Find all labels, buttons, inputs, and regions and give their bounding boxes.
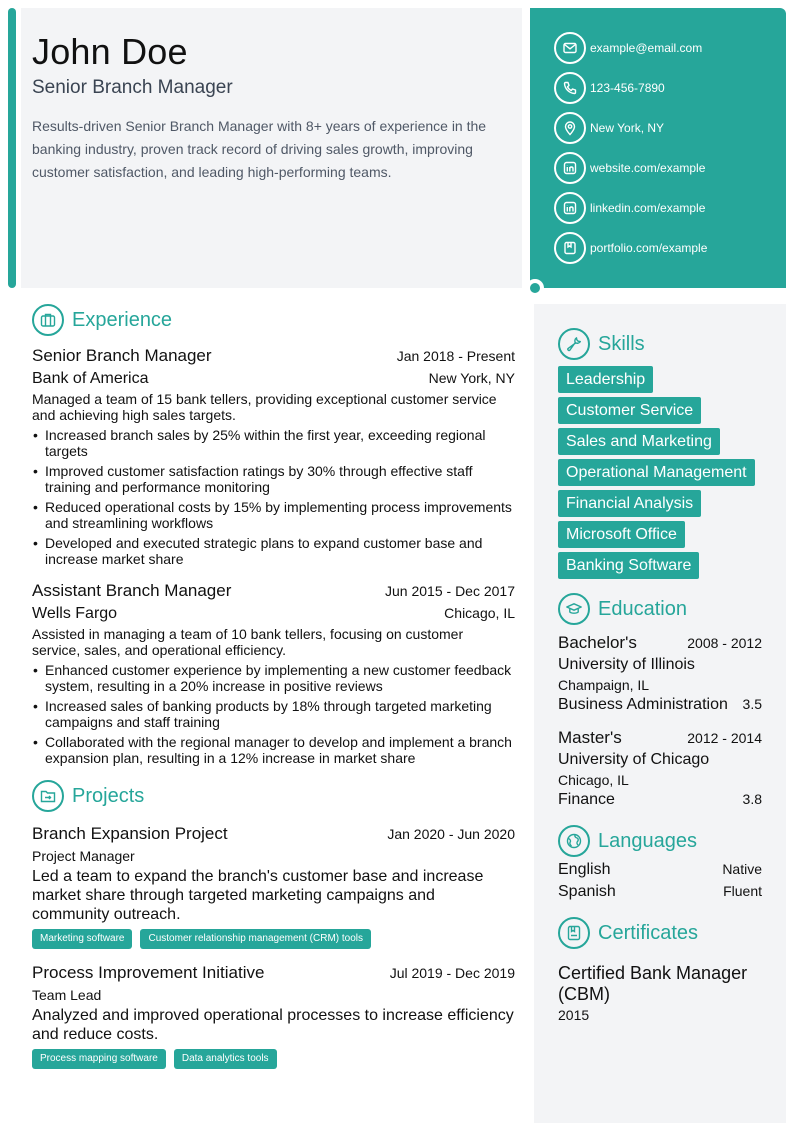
- project-tag: Customer relationship management (CRM) tools: [140, 929, 371, 949]
- contact-panel: [530, 8, 786, 288]
- job-summary: Assisted in managing a team of 10 bank tellers, focusing on customer service, sales, and operational efficiency.: [32, 626, 464, 658]
- education-location: Chicago, IL: [558, 772, 629, 788]
- folder-icon: [32, 780, 64, 812]
- contact-email-text: example@email.com: [590, 41, 703, 55]
- contact-phone[interactable]: [554, 72, 786, 104]
- skill-badge: Leadership: [558, 366, 653, 393]
- project-description: Analyzed and improved operational processes to increase efficiency and reduce costs.: [32, 1007, 514, 1043]
- contact-phone-text: 123-456-7890: [590, 81, 665, 95]
- project-description: Led a team to expand the branch's customer base and increase market share through targeted marketing campaigns and community outreach.: [32, 868, 484, 923]
- projects-heading: [32, 780, 515, 812]
- summary-text: Results-driven Senior Branch Manager with 8+ years of experience in the banking industry, proven track record of driving sales growth, improving customer satisfaction, and leading high-performing teams.: [32, 118, 487, 180]
- linkedin-icon: [554, 192, 586, 224]
- language-row: [558, 861, 762, 879]
- education-field: Finance: [558, 791, 615, 808]
- certificate-name: Certified Bank Manager (CBM): [558, 963, 748, 1004]
- skill-badge: Sales and Marketing: [558, 428, 720, 455]
- project-tags: [32, 1049, 515, 1069]
- job-role: Assistant Branch Manager: [32, 581, 232, 600]
- language-name: English: [558, 861, 611, 878]
- project-name: Process Improvement Initiative: [32, 963, 265, 982]
- contact-location-text: New York, NY: [590, 121, 665, 135]
- experience-title: Experience: [72, 308, 173, 331]
- project-entry: [32, 963, 515, 1069]
- education-heading: [558, 593, 762, 625]
- briefcase-icon: [32, 304, 64, 336]
- job-summary: Managed a team of 15 bank tellers, providing exceptional customer service and achieving high sales targets.: [32, 391, 497, 423]
- candidate-name: John Doe: [32, 31, 188, 72]
- accent-bar: [8, 8, 16, 288]
- education-entry: [558, 633, 762, 714]
- project-tag: Process mapping software: [32, 1049, 166, 1069]
- experience-heading: [32, 304, 515, 336]
- education-title: Education: [598, 597, 687, 620]
- education-institution: University of Chicago: [558, 751, 710, 768]
- education-gpa: 3.8: [742, 791, 762, 807]
- project-role: Team Lead: [32, 987, 102, 1003]
- languages-title: Languages: [598, 829, 697, 852]
- job-date: Jan 2018 - Present: [396, 348, 515, 364]
- skills-list: [558, 366, 762, 579]
- language-level: Fluent: [723, 883, 762, 899]
- education-degree: Master's: [558, 728, 622, 747]
- languages-list: [558, 861, 762, 901]
- skill-badge: Financial Analysis: [558, 490, 701, 517]
- linkedin-icon: [554, 152, 586, 184]
- education-date: 2012 - 2014: [687, 730, 762, 746]
- project-role: Project Manager: [32, 848, 135, 864]
- project-entry: [32, 824, 515, 949]
- education-date: 2008 - 2012: [687, 635, 762, 651]
- contact-portfolio[interactable]: [554, 232, 786, 264]
- education-field: Business Administration: [558, 696, 728, 713]
- education-gpa: 3.5: [742, 696, 762, 712]
- job-bullet: • Improved customer satisfaction ratings by 30% through effective staff training and performance monitoring: [32, 463, 515, 495]
- job-bullet: • Increased sales of banking products by 18% through targeted marketing campaigns and staff training: [32, 698, 515, 730]
- email-icon: [554, 32, 586, 64]
- project-tags: [32, 929, 515, 949]
- job-company: Bank of America: [32, 370, 149, 387]
- job-bullet: • Enhanced customer experience by implementing a new customer feedback system, resulting in a 20% increase in positive reviews: [32, 662, 515, 694]
- certificate-icon: [558, 917, 590, 949]
- education-degree: Bachelor's: [558, 633, 637, 652]
- project-tag: Marketing software: [32, 929, 132, 949]
- education-location: Champaign, IL: [558, 677, 650, 693]
- skills-title: Skills: [598, 332, 645, 355]
- skill-badge: Customer Service: [558, 397, 701, 424]
- job-location: New York, NY: [428, 370, 515, 386]
- skill-badge: Operational Management: [558, 459, 755, 486]
- job-bullets: [32, 427, 515, 567]
- project-name: Branch Expansion Project: [32, 824, 228, 843]
- globe-icon: [558, 825, 590, 857]
- job-bullet: • Collaborated with the regional manager to develop and implement a branch expansion plan, resulting in a 12% increase in market share: [32, 734, 515, 766]
- contact-website[interactable]: [554, 152, 786, 184]
- contact-portfolio-text: portfolio.com/example: [590, 241, 708, 255]
- education-institution: University of Illinois: [558, 656, 695, 673]
- graduation-cap-icon: [558, 593, 590, 625]
- projects-title: Projects: [72, 784, 145, 807]
- candidate-title: Senior Branch Manager: [32, 77, 233, 98]
- contact-linkedin[interactable]: [554, 192, 786, 224]
- skill-badge: Microsoft Office: [558, 521, 685, 548]
- language-level: Native: [722, 861, 762, 877]
- project-date: Jul 2019 - Dec 2019: [389, 965, 515, 981]
- certificates-heading: [558, 917, 762, 949]
- contact-email[interactable]: [554, 32, 786, 64]
- certificates-title: Certificates: [598, 921, 699, 944]
- portfolio-icon: [554, 232, 586, 264]
- education-entry: [558, 728, 762, 809]
- language-name: Spanish: [558, 883, 616, 900]
- project-date: Jan 2020 - Jun 2020: [387, 826, 515, 842]
- job-entry: [32, 581, 515, 766]
- job-bullet: • Developed and executed strategic plans to expand customer base and increase market share: [32, 535, 515, 567]
- job-bullet: • Reduced operational costs by 15% by implementing process improvements and streamlining workflows: [32, 499, 515, 531]
- skill-badge: Banking Software: [558, 552, 699, 579]
- phone-icon: [554, 72, 586, 104]
- job-location: Chicago, IL: [444, 605, 515, 621]
- languages-heading: [558, 825, 762, 857]
- project-tag: Data analytics tools: [174, 1049, 277, 1069]
- location-icon: [554, 112, 586, 144]
- job-company: Wells Fargo: [32, 605, 118, 622]
- sidebar-column: [534, 304, 786, 1123]
- job-role: Senior Branch Manager: [32, 346, 212, 365]
- contact-linkedin-text: linkedin.com/example: [590, 201, 706, 215]
- language-row: [558, 883, 762, 901]
- job-entry: [32, 346, 515, 567]
- skills-heading: [558, 328, 762, 360]
- job-bullets: [32, 662, 515, 766]
- certificate-date: 2015: [558, 1007, 590, 1023]
- header-panel: [21, 8, 522, 288]
- main-column: [32, 304, 515, 1069]
- contact-website-text: website.com/example: [590, 161, 706, 175]
- wrench-icon: [558, 328, 590, 360]
- job-date: Jun 2015 - Dec 2017: [385, 583, 515, 599]
- job-bullet: • Increased branch sales by 25% within the first year, exceeding regional targets: [32, 427, 515, 459]
- timeline-dot: [526, 279, 544, 297]
- contact-location: [554, 112, 786, 144]
